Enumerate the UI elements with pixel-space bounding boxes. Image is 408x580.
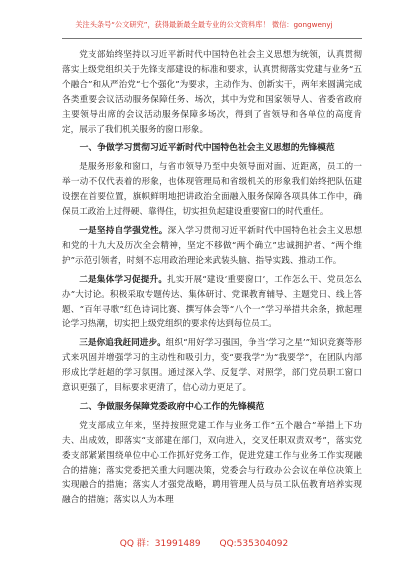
qq-group: QQ 群：31991489 <box>119 539 201 549</box>
section-heading-2: 二、争做服务保障党委政府中心工作的先锋模范 <box>79 401 265 412</box>
intro-paragraph: 党支部始终坚持以习近平新时代中国特色社会主义思想为统领，认真贯彻落实上级党组织关于先锋支部建设的标准和要求，认真贯彻落实党建与业务“五个融合”和从严治党“七个强化”为要求，主动作为、创新实干，两年来圆满完成各类重要会议活动服务保障任务、场次，其中为党和国家领导人、省委省政府主要领导出席的会议活动服务保障多场次，得到了省领导和各单位的高度肯定，展示了我们机关服务的窗口形象。 <box>62 50 362 135</box>
qq-number: QQ:535304092 <box>219 539 289 549</box>
lead-self-study: 一是坚持自学强党性。 <box>79 225 168 236</box>
paragraph-service-image: 是服务形象和窗口，与省市领导乃至中央领导面对面、近距离，员工的一举一动不仅代表着的形象，也体现管理局和省级机关的形象我们始终把队伍建设摆在首要位置，旗帜鲜明地把讲政治全面融入服务保障各项具体工作中，确保员工政治上过得硬、靠得住，切实担负起建设重要窗口的时代重任。 <box>62 162 362 218</box>
text-group-study: 扎实开展“建设‘重要窗口’，工作怎么干、党员怎么办”大讨论。积极采取专题传达、集体研讨、党课教育辅导、主题党日、线上答题、“百年寻歌”红色诗词比赛、撰写体会等“八个一”学习举措共余条，掀起理论学习热潮，切实把上级党组织的要求传达到每位员工。 <box>62 274 362 330</box>
promo-header: 关注头条号“公文研究”，获得最新最全最专业的公文资料库！ 微信：gongwenyj <box>75 20 333 29</box>
header-divider <box>62 38 362 39</box>
section-heading-1: 一、争做学习贯彻习近平新时代中国特色社会主义思想的先锋模范 <box>79 143 335 154</box>
paragraph-self-study <box>62 224 362 269</box>
text-progress: 组织“用好学习强国，争当‘学习之星’”知识竞赛等形式来巩固并增强学习的主动性和吸引力，变“要我学”为“我要学”，在团队内部形成比学赶超的学习氛围。通过深入学、反复学、对照学，部门党员职工窗口意识更强了，目标要求更清了，信心动力更足了。 <box>62 338 362 394</box>
document-body <box>62 48 362 512</box>
text-self-study: 深入学习贯彻习近平新时代中国特色社会主义思想和党的十九大及历次全会精神，坚定不移做“两个确立”忠诚拥护者、“两个维护”示范引领者，时刻不忘用政治理论来武装头脑、指导实践、推动工作。 <box>62 225 362 266</box>
paragraph-group-study <box>62 273 362 333</box>
lead-progress: 三是你追我赶同进步。 <box>79 338 166 349</box>
paragraph-progress <box>62 336 362 396</box>
paragraph-five-integrations: 党支部成立年来，坚持按照党建工作与业务工作“五个融合”举措上下功夫、出成效，即落实“支部建在部门，双向进入，交叉任职双责双考”，落实党委支部紧紧围绕单位中心工作抓好党务工作，促进党建工作与业务工作实现融合的措施；落实党委把关重大问题决策，党委会与行政办公会议在单位决策上实现融合的措施；落实人才强党战略，聘用管理人员与员工队伍教育培养实现融合的措施；落实以人为本理 <box>62 420 362 506</box>
lead-group-study: 二是集体学习促提升。 <box>79 274 168 285</box>
contact-footer <box>0 536 408 552</box>
